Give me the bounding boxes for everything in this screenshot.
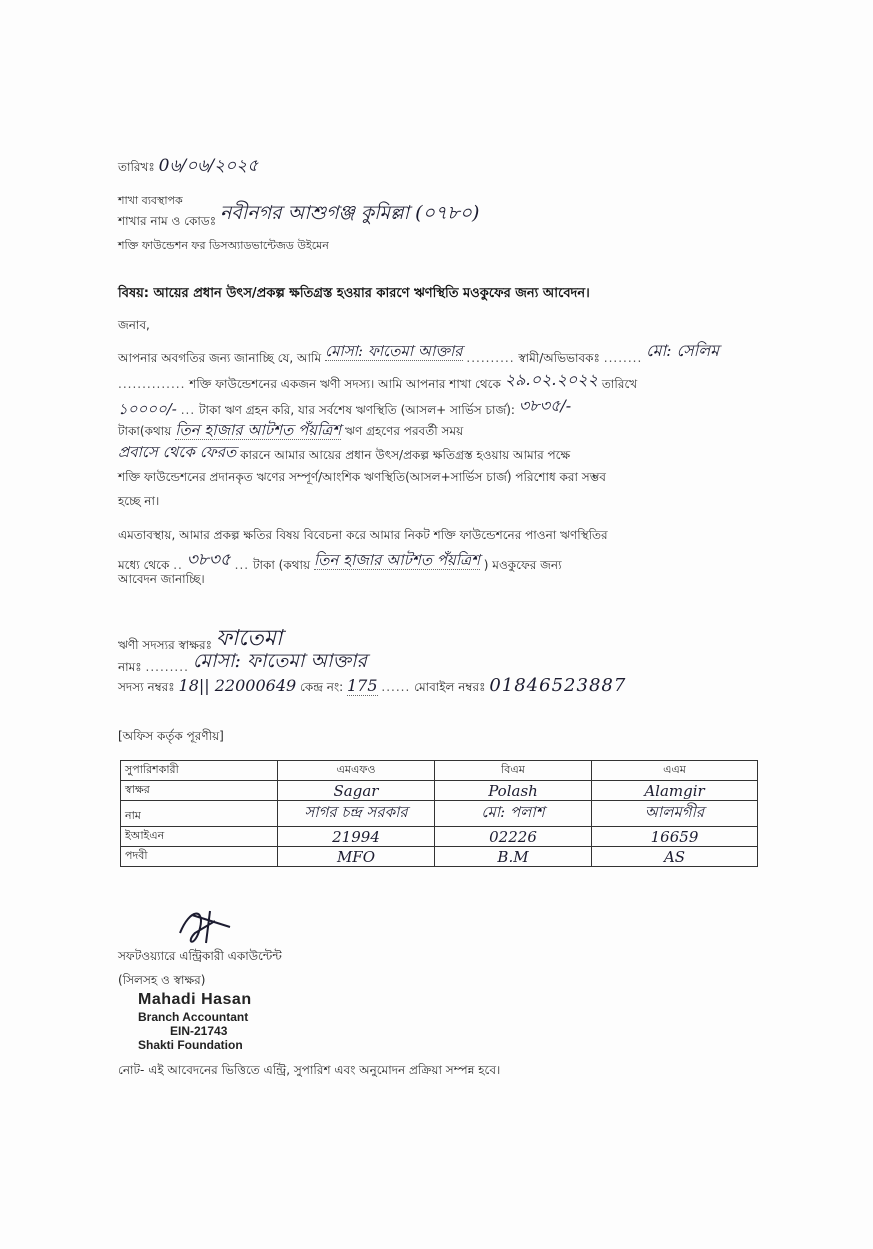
loan-amount-handwritten: ১০০০০/- xyxy=(118,400,177,418)
borrower-name-handwritten: মোসা: ফাতেমা আক্তার xyxy=(324,342,463,360)
salutation: জনাব, xyxy=(118,318,150,332)
name-am: আলমগীর xyxy=(644,803,705,821)
accountant-stamp xyxy=(138,990,252,1052)
stamp-name: Mahadi Hasan xyxy=(138,991,252,1008)
office-table xyxy=(120,760,758,867)
body-text: আপনার অবগতির জন্য জানাচ্ছি যে, আমি xyxy=(118,351,322,365)
branch-label: শাখার নাম ও কোডঃ xyxy=(118,214,217,228)
amount-words-handwritten: তিন হাজার আটশত পঁয়ত্রিশ xyxy=(175,421,342,439)
request-amount-handwritten: ৩৮৩৫ xyxy=(186,550,231,570)
stamp-ein: EIN-21743 xyxy=(170,1024,228,1038)
designation-bm: B.M xyxy=(497,848,529,866)
body-line-7: হচ্ছে না। xyxy=(118,494,160,508)
row-label: পদবী xyxy=(121,847,278,867)
row-label: স্বাক্ষর xyxy=(121,781,278,801)
dotted-line: .............. xyxy=(118,377,186,391)
name-mfo: সাগর চন্দ্র সরকার xyxy=(304,803,408,821)
signature-mfo: Sagar xyxy=(333,782,379,800)
date-label: তারিখঃ xyxy=(118,160,155,174)
dotted-line: .. xyxy=(173,558,183,572)
center-label: কেন্দ্র নং: xyxy=(300,680,344,694)
request-words-handwritten: তিন হাজার আটশত পঁয়ত্রিশ xyxy=(313,551,480,569)
table-header-row xyxy=(121,761,758,781)
dotted-line: ... xyxy=(180,403,196,417)
body-text: ঋণ গ্রহণের পরবর্তী সময় xyxy=(345,424,464,438)
body-line-4 xyxy=(118,419,463,444)
date-line xyxy=(118,153,258,181)
dotted-line: ......... xyxy=(145,660,189,674)
accountant-note: (সিলসহ ও স্বাক্ষর) xyxy=(118,973,206,987)
designation-mfo: MFO xyxy=(336,848,376,866)
body-text: টাকা (কথায় xyxy=(252,558,311,572)
request-line-1: এমতাবস্থায়, আমার প্রকল্প ক্ষতির বিষয় বিবেচনা করে আমার নিকট শক্তি ফাউন্ডেশনের পাওনা ঋণস্থিতির xyxy=(118,528,608,542)
table-header-cell: সুপারিশকারী xyxy=(121,761,278,781)
guardian-handwritten: মো: সেলিম xyxy=(646,341,720,360)
ein-am: 16659 xyxy=(650,828,699,846)
org-line: শক্তি ফাউন্ডেশন ফর ডিসঅ্যাডভান্টেজড উইমেন xyxy=(118,239,329,252)
body-line-6: শক্তি ফাউন্ডেশনের প্রদানকৃত ঋণের সম্পূর্ণ/আংশিক ঋণস্থিতি(আসল+সার্ভিস চার্জ) পরিশোধ করা সম্ভব xyxy=(118,470,606,484)
table-row xyxy=(121,781,758,801)
mobile-handwritten: 01846523887 xyxy=(489,675,627,696)
outstanding-handwritten: ৩৮৩৫/- xyxy=(518,396,572,415)
body-text: তারিখে xyxy=(601,377,638,391)
body-text: শক্তি ফাউন্ডেশনের একজন ঋণী সদস্য। আমি আপনার শাখা থেকে xyxy=(189,377,501,391)
table-header-cell: বিএম xyxy=(435,761,592,781)
loan-date-handwritten: ২৯.০২.২০২২ xyxy=(504,370,599,389)
table-row xyxy=(121,801,758,827)
footer-note: নোট- এই আবেদনের ভিত্তিতে এন্ট্রি, সুপারিশ এবং অনুমোদন প্রক্রিয়া সম্পন্ন হবে। xyxy=(118,1063,501,1077)
signature-am: Alamgir xyxy=(644,782,705,800)
table-row xyxy=(121,827,758,847)
table-row xyxy=(121,847,758,867)
body-text: কারনে আমার আয়ের প্রধান উৎস/প্রকল্প ক্ষতিগ্রস্ত হওয়ায় আমার পক্ষে xyxy=(240,448,571,462)
office-caption: [অফিস কর্তৃক পূরণীয়] xyxy=(118,729,224,743)
member-no-handwritten: 18|| 22000649 xyxy=(178,676,297,695)
mobile-label: মোবাইল নম্বরঃ xyxy=(414,680,486,694)
name-bm: মো: পলাশ xyxy=(481,803,545,821)
member-name-handwritten: মোসা: ফাতেমা আক্তার xyxy=(192,650,367,672)
body-text: টাকা(কথায় xyxy=(118,424,172,438)
dotted-line: ........ xyxy=(603,351,643,365)
body-text: ) মওকুফের জন্য xyxy=(483,558,562,572)
designation-am: AS xyxy=(663,848,686,866)
request-line-3: আবেদন জানাচ্ছি। xyxy=(118,572,205,586)
member-number-line xyxy=(118,675,626,699)
member-signature: ফাতেমা xyxy=(215,626,283,651)
row-label: ইআইএন xyxy=(121,827,278,847)
table-header-cell: এএম xyxy=(592,761,758,781)
body-text: টাকা ঋণ গ্রহন করি, যার সর্বশেষ ঋণস্থিতি (আসল+ সার্ভিস চার্জ): xyxy=(198,403,515,417)
signature-label: ঋণী সদস্যর স্বাক্ষরঃ xyxy=(118,638,212,652)
branch-line xyxy=(118,202,480,237)
ein-bm: 02226 xyxy=(489,828,537,846)
member-no-label: সদস্য নম্বরঃ xyxy=(118,680,175,694)
branch-value: নবীনগর আশুগঞ্জ কুমিল্লা (০৭৮০) xyxy=(219,202,480,224)
stamp-org: Shakti Foundation xyxy=(138,1038,243,1052)
body-line-2 xyxy=(118,370,637,397)
reason-handwritten: প্রবাসে থেকে ফেরত xyxy=(118,443,237,461)
body-line-5 xyxy=(118,443,570,468)
accountant-title: সফটওয়্যারে এন্ট্রিকারী একাউন্টেন্ট xyxy=(118,949,282,963)
dotted-line: ...... xyxy=(381,680,411,694)
body-line-1 xyxy=(118,341,720,371)
dotted-line: .......... xyxy=(466,351,515,365)
accountant-signature-icon xyxy=(170,903,240,949)
date-value: 0৬/০৬/২০২৫ xyxy=(158,156,259,176)
subject-line: বিষয়: আয়ের প্রধান উৎস/প্রকল্প ক্ষতিগ্রস্ত হওয়ার কারণে ঋণস্থিতি মওকুফের জন্য আবেদন। xyxy=(118,286,590,301)
ein-mfo: 21994 xyxy=(332,828,380,846)
name-label: নামঃ xyxy=(118,660,142,674)
signature-bm: Polash xyxy=(488,782,538,800)
body-text: মধ্যে থেকে xyxy=(118,558,170,572)
stamp-title: Branch Accountant xyxy=(138,1010,249,1024)
center-no-handwritten: 175 xyxy=(347,676,378,695)
table-header-cell: এমএফও xyxy=(278,761,435,781)
dotted-line: ... xyxy=(234,558,250,572)
body-text: স্বামী/অভিভাবকঃ xyxy=(518,351,600,365)
row-label: নাম xyxy=(121,801,278,827)
addressee: শাখা ব্যবস্থাপক xyxy=(118,194,183,207)
